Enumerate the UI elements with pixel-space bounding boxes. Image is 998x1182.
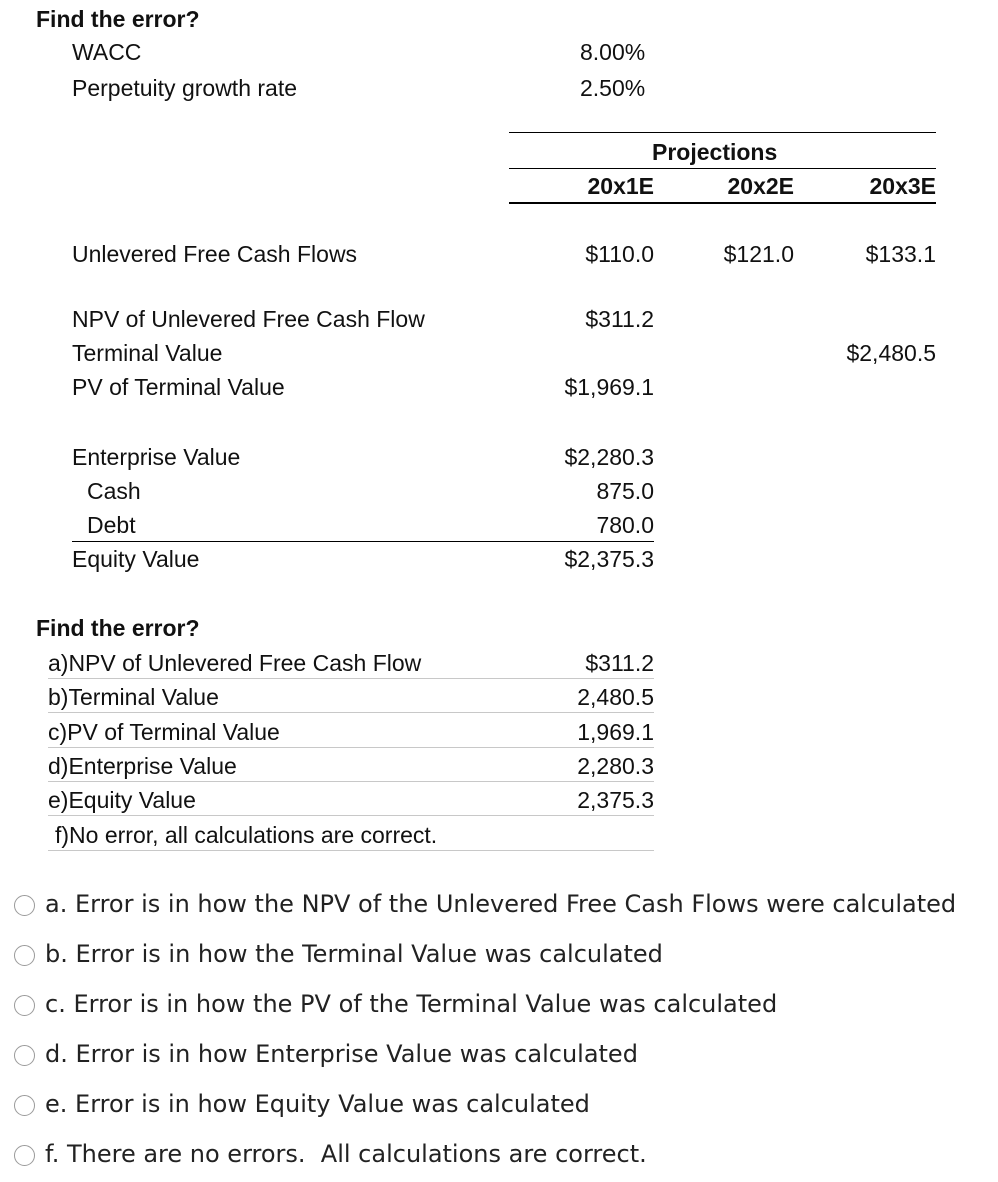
enterprise-value-label: Enterprise Value bbox=[72, 444, 241, 470]
ufcf-value-1: $110.0 bbox=[585, 241, 654, 267]
summary-divider bbox=[48, 781, 654, 782]
pv-terminal-value-value: $1,969.1 bbox=[564, 374, 654, 400]
equity-value-label: Equity Value bbox=[72, 546, 200, 572]
option-b-label[interactable]: b. Error is in how the Terminal Value was calculated bbox=[45, 940, 663, 968]
option-a-radio[interactable] bbox=[14, 895, 35, 916]
projections-mid-rule bbox=[509, 168, 936, 169]
year-header-2: 20x2E bbox=[727, 173, 794, 199]
projections-header: Projections bbox=[652, 139, 778, 165]
option-e-radio[interactable] bbox=[14, 1095, 35, 1116]
summary-row-c-value: 1,969.1 bbox=[577, 719, 654, 745]
option-b-radio[interactable] bbox=[14, 945, 35, 966]
summary-divider bbox=[48, 815, 654, 816]
option-f-label[interactable]: f. There are no errors. All calculations are correct. bbox=[45, 1140, 647, 1168]
debt-value: 780.0 bbox=[596, 512, 654, 538]
summary-row-c-label: c)PV of Terminal Value bbox=[48, 719, 280, 745]
wacc-label: WACC bbox=[72, 39, 142, 65]
summary-row-d-value: 2,280.3 bbox=[577, 753, 654, 779]
summary-row-b-value: 2,480.5 bbox=[577, 684, 654, 710]
summary-row-f-label: f)No error, all calculations are correct. bbox=[55, 822, 438, 848]
option-d-label[interactable]: d. Error is in how Enterprise Value was calculated bbox=[45, 1040, 638, 1068]
wacc-value: 8.00% bbox=[580, 39, 646, 65]
summary-row-b-label: b)Terminal Value bbox=[48, 684, 219, 710]
summary-title: Find the error? bbox=[36, 615, 200, 641]
page-title: Find the error? bbox=[36, 6, 200, 32]
option-a-label[interactable]: a. Error is in how the NPV of the Unlevered Free Cash Flows were calculated bbox=[45, 890, 957, 918]
summary-row-e-value: 2,375.3 bbox=[577, 787, 654, 813]
summary-row-e-label: e)Equity Value bbox=[48, 787, 196, 813]
npv-value: $311.2 bbox=[585, 306, 654, 332]
year-header-1: 20x1E bbox=[587, 173, 654, 199]
terminal-value-label: Terminal Value bbox=[72, 340, 223, 366]
option-f-radio[interactable] bbox=[14, 1145, 35, 1166]
equity-rule bbox=[72, 541, 654, 542]
ufcf-label: Unlevered Free Cash Flows bbox=[72, 241, 358, 267]
debt-label: Debt bbox=[87, 512, 136, 538]
year-header-3: 20x3E bbox=[869, 173, 936, 199]
cash-label: Cash bbox=[87, 478, 141, 504]
summary-divider bbox=[48, 712, 654, 713]
summary-row-a-label: a)NPV of Unlevered Free Cash Flow bbox=[48, 650, 422, 676]
pv-terminal-value-label: PV of Terminal Value bbox=[72, 374, 285, 400]
terminal-value-value: $2,480.5 bbox=[846, 340, 936, 366]
npv-label: NPV of Unlevered Free Cash Flow bbox=[72, 306, 425, 332]
summary-divider bbox=[48, 850, 654, 851]
summary-divider bbox=[48, 678, 654, 679]
ufcf-value-3: $133.1 bbox=[865, 241, 936, 267]
summary-row-d-label: d)Enterprise Value bbox=[48, 753, 237, 779]
option-e-label[interactable]: e. Error is in how Equity Value was calculated bbox=[45, 1090, 590, 1118]
equity-value-value: $2,375.3 bbox=[564, 546, 654, 572]
summary-divider bbox=[48, 747, 654, 748]
option-d-radio[interactable] bbox=[14, 1045, 35, 1066]
growth-rate-label: Perpetuity growth rate bbox=[72, 75, 298, 101]
enterprise-value-value: $2,280.3 bbox=[564, 444, 654, 470]
cash-value: 875.0 bbox=[596, 478, 654, 504]
option-c-radio[interactable] bbox=[14, 995, 35, 1016]
option-c-label[interactable]: c. Error is in how the PV of the Terminal Value was calculated bbox=[45, 990, 778, 1018]
growth-rate-value: 2.50% bbox=[580, 75, 646, 101]
ufcf-value-2: $121.0 bbox=[723, 241, 794, 267]
summary-row-a-value: $311.2 bbox=[585, 650, 654, 676]
projections-bottom-rule bbox=[509, 202, 936, 204]
projections-top-rule bbox=[509, 132, 936, 133]
